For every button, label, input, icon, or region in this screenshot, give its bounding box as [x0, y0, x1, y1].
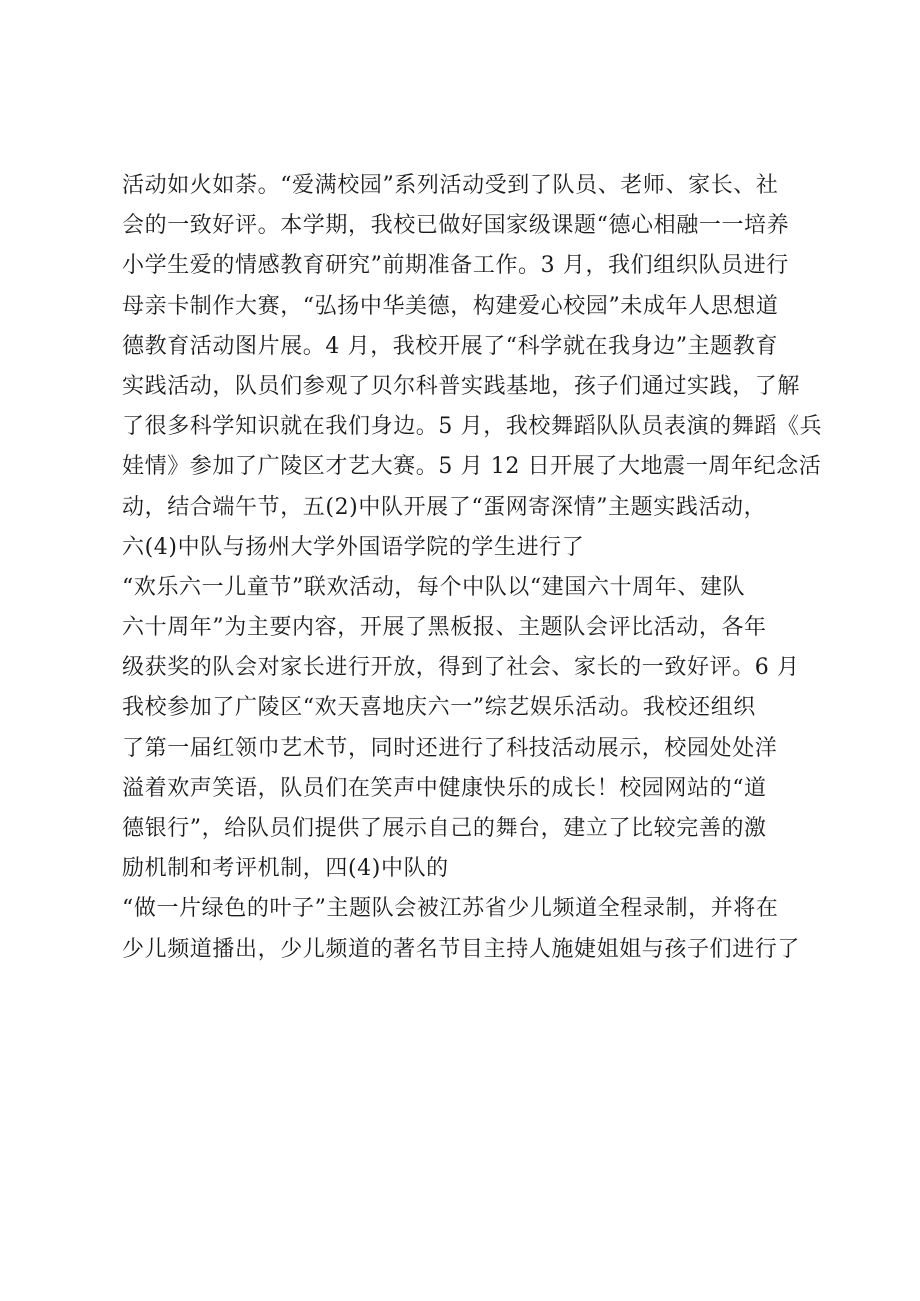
body-text — [122, 166, 822, 970]
text-line: 励机制和考评机制，四(4)中队的 — [122, 856, 449, 882]
text-line: 母亲卡制作大赛，“弘扬中华美德，构建爱心校园”未成年人思想道 — [122, 293, 779, 319]
text-line: 德教育活动图片展。4 月，我校开展了“科学就在我身边”主题教育 — [122, 333, 779, 359]
text-line: 级获奖的队会对家长进行开放，得到了社会、家长的一致好评。6 月 — [122, 655, 800, 681]
text-line: 会的一致好评。本学期，我校已做好国家级课题“德心相融一一培养 — [122, 213, 790, 239]
text-line: 六(4)中队与扬州大学外国语学院的学生进行了 — [122, 534, 585, 560]
text-line: 德银行”，给队员们提供了展示自己的舞台，建立了比较完善的激 — [122, 816, 767, 841]
text-line: 我校参加了广陵区“欢天喜地庆六一”综艺娱乐活动。我校还组织 — [122, 695, 756, 721]
text-line: 六十周年”为主要内容，开展了黑板报、主题队会评比活动，各年 — [122, 615, 767, 641]
text-line: 了很多科学知识就在我们身边。5 月，我校舞蹈队队员表演的舞蹈《兵 — [122, 414, 823, 440]
text-line: 小学生爱的情感教育研究”前期准备工作。3 月，我们组织队员进行 — [122, 253, 789, 279]
text-line: 少儿频道播出，少儿频道的著名节目主持人施婕姐姐与孩子们进行了 — [122, 936, 801, 962]
text-line: 活动如火如荼。“爱满校园”系列活动受到了队员、老师、家长、社 — [122, 173, 779, 198]
text-line: 实践活动，队员们参观了贝尔科普实践基地，孩子们通过实践，了解 — [122, 373, 801, 399]
text-line: 溢着欢声笑语，队员们在笑声中健康快乐的成长！校园网站的“道 — [122, 775, 767, 801]
text-line: “欢乐六一儿童节”联欢活动，每个中队以“建国六十周年、建队 — [122, 574, 746, 600]
text-line: “做一片绿色的叶子”主题队会被江苏省少儿频道全程录制，并将在 — [122, 896, 779, 922]
text-line: 动，结合端午节，五(2)中队开展了“蛋网寄深情”主题实践活动， — [122, 494, 767, 520]
text-line: 娃情》参加了广陵区才艺大赛。5 月 12 日开展了大地震一周年纪念活 — [122, 454, 822, 480]
text-line: 了第一届红领巾艺术节，同时还进行了科技活动展示，校园处处洋 — [122, 735, 778, 761]
